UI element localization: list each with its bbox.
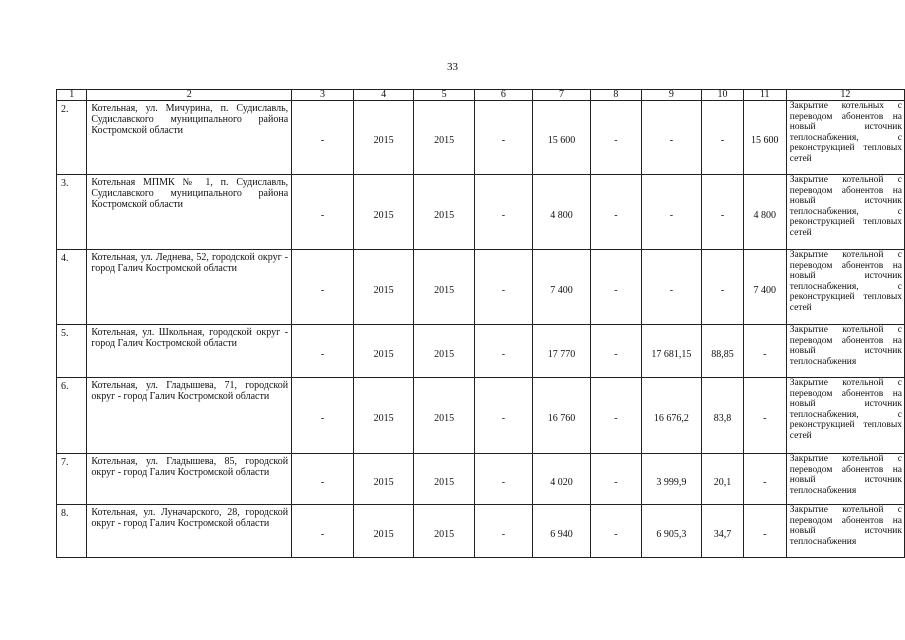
boiler-name: Котельная, ул. Гладышева, 71, городской округ - город Галич Костромской области — [87, 378, 292, 454]
boiler-name: Котельная МПМК № 1, п. Судиславль, Судиславского муниципального района Костромской области — [87, 175, 292, 250]
start-year: 2015 — [353, 505, 414, 558]
col-11-value: - — [743, 378, 786, 454]
column-header: 7 — [532, 90, 590, 101]
start-year: 2015 — [353, 250, 414, 325]
start-year: 2015 — [353, 378, 414, 454]
col-10-value: 34,7 — [702, 505, 743, 558]
data-table — [56, 89, 905, 558]
col-9-value: 3 999,9 — [641, 454, 702, 505]
measure-description: Закрытие котельной с переводом абонентов на новый источник теплоснабжения — [786, 325, 904, 378]
start-year: 2015 — [353, 325, 414, 378]
total-cost: 17 770 — [532, 325, 590, 378]
start-year: 2015 — [353, 175, 414, 250]
table-row — [57, 250, 905, 325]
col-3-value: - — [292, 101, 354, 175]
column-header: 1 — [57, 90, 87, 101]
row-number: 3. — [57, 175, 87, 250]
col-8-value: - — [591, 378, 641, 454]
col-8-value: - — [591, 101, 641, 175]
col-6-value: - — [474, 325, 532, 378]
measure-description: Закрытие котельной с переводом абонентов на новый источник теплоснабжения — [786, 454, 904, 505]
col-10-value: 83,8 — [702, 378, 743, 454]
row-number: 5. — [57, 325, 87, 378]
column-header: 11 — [743, 90, 786, 101]
col-11-value: - — [743, 325, 786, 378]
start-year: 2015 — [353, 101, 414, 175]
start-year: 2015 — [353, 454, 414, 505]
page-number: 33 — [447, 61, 458, 73]
column-header: 3 — [292, 90, 354, 101]
total-cost: 4 020 — [532, 454, 590, 505]
boiler-name: Котельная, ул. Леднева, 52, городской округ - город Галич Костромской области — [87, 250, 292, 325]
total-cost: 15 600 — [532, 101, 590, 175]
table-row — [57, 325, 905, 378]
col-3-value: - — [292, 250, 354, 325]
col-9-value: 16 676,2 — [641, 378, 702, 454]
col-9-value: - — [641, 101, 702, 175]
col-11-value: - — [743, 454, 786, 505]
header-row — [57, 90, 905, 101]
col-11-value: - — [743, 505, 786, 558]
end-year: 2015 — [414, 378, 475, 454]
col-8-value: - — [591, 250, 641, 325]
column-header: 10 — [702, 90, 743, 101]
column-header: 5 — [414, 90, 475, 101]
col-10-value: - — [702, 101, 743, 175]
col-6-value: - — [474, 250, 532, 325]
col-3-value: - — [292, 175, 354, 250]
row-number: 4. — [57, 250, 87, 325]
table-row — [57, 175, 905, 250]
table-row — [57, 454, 905, 505]
measure-description: Закрытие котельной с переводом абонентов на новый источник теплоснабжения, с реконструкцией тепловых сетей — [786, 175, 904, 250]
col-8-value: - — [591, 454, 641, 505]
col-10-value: 88,85 — [702, 325, 743, 378]
col-11-value: 15 600 — [743, 101, 786, 175]
end-year: 2015 — [414, 175, 475, 250]
col-10-value: - — [702, 250, 743, 325]
col-9-value: 6 905,3 — [641, 505, 702, 558]
table-row — [57, 505, 905, 558]
row-number: 7. — [57, 454, 87, 505]
column-header: 4 — [353, 90, 414, 101]
end-year: 2015 — [414, 505, 475, 558]
col-3-value: - — [292, 505, 354, 558]
boiler-name: Котельная, ул. Мичурина, п. Судиславль, Судиславского муниципального района Костромской области — [87, 101, 292, 175]
row-number: 8. — [57, 505, 87, 558]
col-9-value: - — [641, 250, 702, 325]
column-header: 2 — [87, 90, 292, 101]
end-year: 2015 — [414, 325, 475, 378]
measure-description: Закрытие котельной с переводом абонентов на новый источник теплоснабжения — [786, 505, 904, 558]
col-10-value: 20,1 — [702, 454, 743, 505]
measure-description: Закрытие котельных с переводом абонентов на новый источник теплоснабжения, с реконструкцией тепловых сетей — [786, 101, 904, 175]
column-header: 9 — [641, 90, 702, 101]
col-8-value: - — [591, 325, 641, 378]
col-3-value: - — [292, 378, 354, 454]
column-header: 8 — [591, 90, 641, 101]
boiler-name: Котельная, ул. Школьная, городской округ - город Галич Костромской области — [87, 325, 292, 378]
end-year: 2015 — [414, 101, 475, 175]
end-year: 2015 — [414, 250, 475, 325]
total-cost: 6 940 — [532, 505, 590, 558]
col-9-value: 17 681,15 — [641, 325, 702, 378]
total-cost: 16 760 — [532, 378, 590, 454]
table-row — [57, 378, 905, 454]
column-header: 12 — [786, 90, 904, 101]
col-6-value: - — [474, 175, 532, 250]
total-cost: 4 800 — [532, 175, 590, 250]
col-9-value: - — [641, 175, 702, 250]
col-3-value: - — [292, 454, 354, 505]
measure-description: Закрытие котельной с переводом абонентов на новый источник теплоснабжения, с реконструкцией тепловых сетей — [786, 378, 904, 454]
end-year: 2015 — [414, 454, 475, 505]
col-11-value: 7 400 — [743, 250, 786, 325]
col-8-value: - — [591, 175, 641, 250]
col-8-value: - — [591, 505, 641, 558]
total-cost: 7 400 — [532, 250, 590, 325]
row-number: 6. — [57, 378, 87, 454]
col-6-value: - — [474, 454, 532, 505]
col-10-value: - — [702, 175, 743, 250]
measure-description: Закрытие котельной с переводом абонентов на новый источник теплоснабжения, с реконструкцией тепловых сетей — [786, 250, 904, 325]
boiler-name: Котельная, ул. Луначарского, 28, городской округ - город Галич Костромской области — [87, 505, 292, 558]
boiler-name: Котельная, ул. Гладышева, 85, городской округ - город Галич Костромской области — [87, 454, 292, 505]
col-6-value: - — [474, 378, 532, 454]
col-11-value: 4 800 — [743, 175, 786, 250]
column-header: 6 — [474, 90, 532, 101]
row-number: 2. — [57, 101, 87, 175]
col-6-value: - — [474, 101, 532, 175]
col-3-value: - — [292, 325, 354, 378]
col-6-value: - — [474, 505, 532, 558]
table-row — [57, 101, 905, 175]
